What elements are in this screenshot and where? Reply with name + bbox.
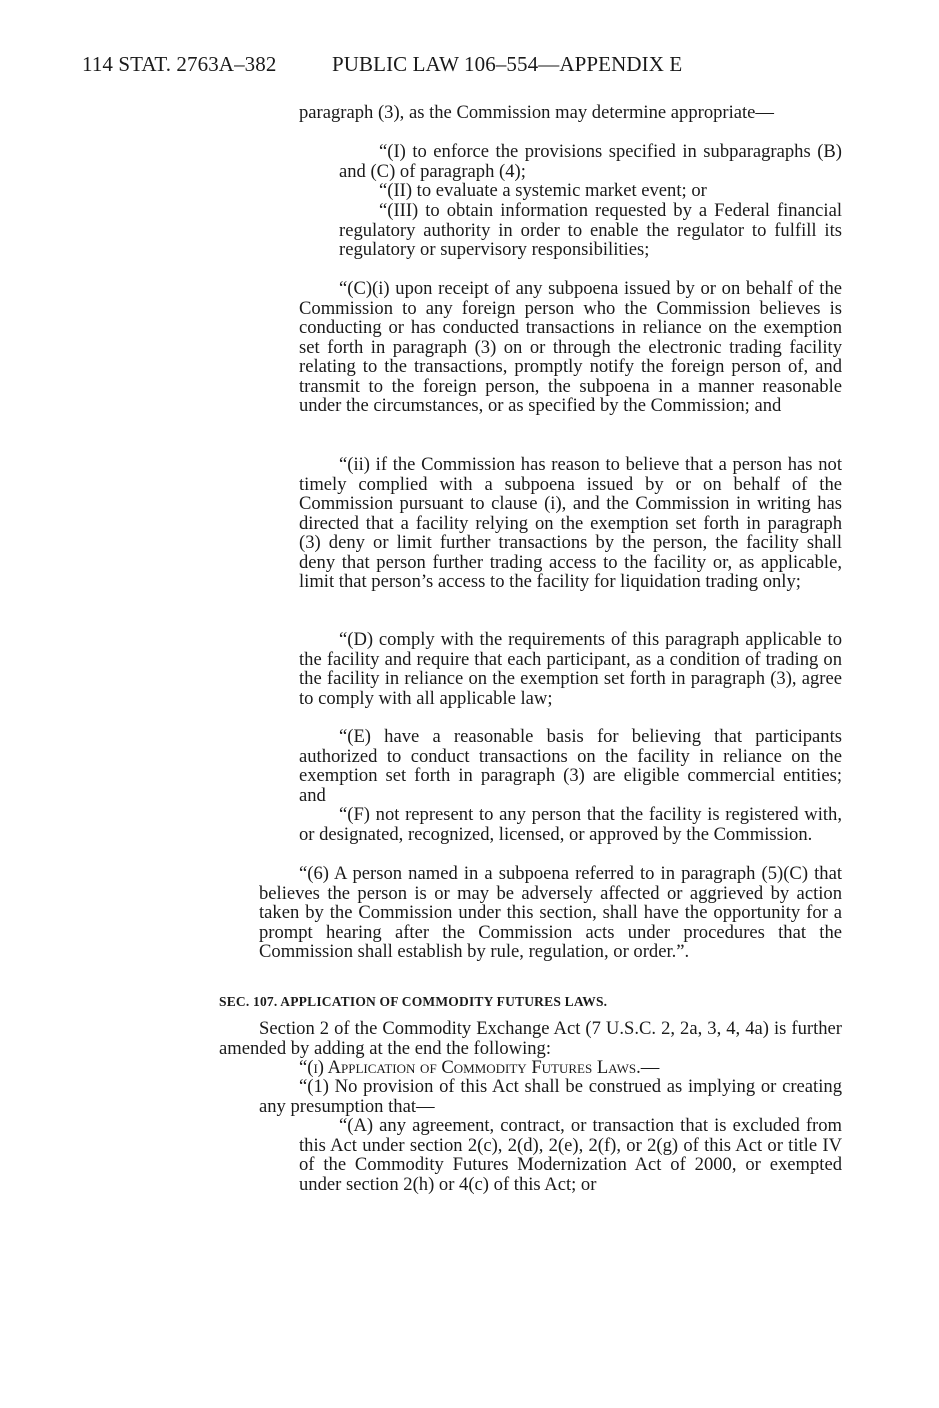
paragraph: “(6) A person named in a subpoena referred to in paragraph (5)(C) that believes the person is or may be adversely affected or aggrieved by action taken by the Commission under this section, shall have the opportunity for a prompt hearing after the Commission acts under procedures that the Commission shall establish by rule, regulation, or order.”. <box>259 863 842 962</box>
paragraph: “(C)(i) upon receipt of any subpoena issued by or on behalf of the Commission to any foreign person who the Commission believes is conducting or has conducted transactions in reliance on the exemption set forth in paragraph (3) on or through the electronic trading facility relating to the transactions, promptly notify the foreign person of, and transmit to the foreign person, the subpoena in a manner reasonable under the circumstances, or as specified by the Commission; and <box>299 278 842 416</box>
statute-citation: 114 STAT. 2763A–382 <box>82 52 277 76</box>
paragraph: “(II) to evaluate a systemic market event; or <box>379 180 707 201</box>
paragraph: “(ii) if the Commission has reason to believe that a person has not timely complied with a subpoena issued by or on behalf of the Commission pursuant to clause (i), and the Commission in writing has directed that a facility relying on the exemption set forth in paragraph (3) deny or limit further transactions by the person, the facility shall deny that person further trading access to the facility or, as applicable, limit that person’s access to the facility for liquidation trading only; <box>299 454 842 592</box>
paragraph: “(D) comply with the requirements of this paragraph applicable to the facility and require that each participant, as a condition of trading on the facility in reliance on the exemption set forth in paragraph (3), agree to comply with all applicable law; <box>299 629 842 709</box>
page-header <box>82 50 782 78</box>
paragraph: Section 2 of the Commodity Exchange Act (7 U.S.C. 2, 2a, 3, 4, 4a) is further amended by adding at the end the following: <box>219 1018 842 1059</box>
paragraph: “(III) to obtain information requested by a Federal financial regulatory authority in order to enable the regulator to fulfill its regulatory or supervisory responsibilities; <box>339 200 842 260</box>
paragraph: “(1) No provision of this Act shall be construed as implying or creating any presumption that— <box>259 1076 842 1117</box>
running-title: PUBLIC LAW 106–554—APPENDIX E <box>332 52 683 76</box>
paragraph: “(A) any agreement, contract, or transaction that is excluded from this Act under section 2(c), 2(d), 2(e), 2(f), or 2(g) of this Act or title IV of the Commodity Futures Modernization Act of 2000, or exempted under section 2(h) or 4(c) of this Act; or <box>299 1115 842 1195</box>
subsection-heading: “(i) Application of Commodity Futures Laws.— <box>299 1057 660 1078</box>
paragraph: “(I) to enforce the provisions specified in subparagraphs (B) and (C) of paragraph (4); <box>339 141 842 182</box>
section-heading: SEC. 107. APPLICATION OF COMMODITY FUTURES LAWS. <box>219 994 608 1009</box>
paragraph: “(F) not represent to any person that the facility is registered with, or designated, recognized, licensed, or approved by the Commission. <box>299 804 842 845</box>
paragraph: paragraph (3), as the Commission may determine appropriate— <box>299 102 775 123</box>
paragraph: “(E) have a reasonable basis for believing that participants authorized to conduct transactions on the facility in reliance on the exemption set forth in paragraph (3) are eligible commercial entities; and <box>299 726 842 806</box>
